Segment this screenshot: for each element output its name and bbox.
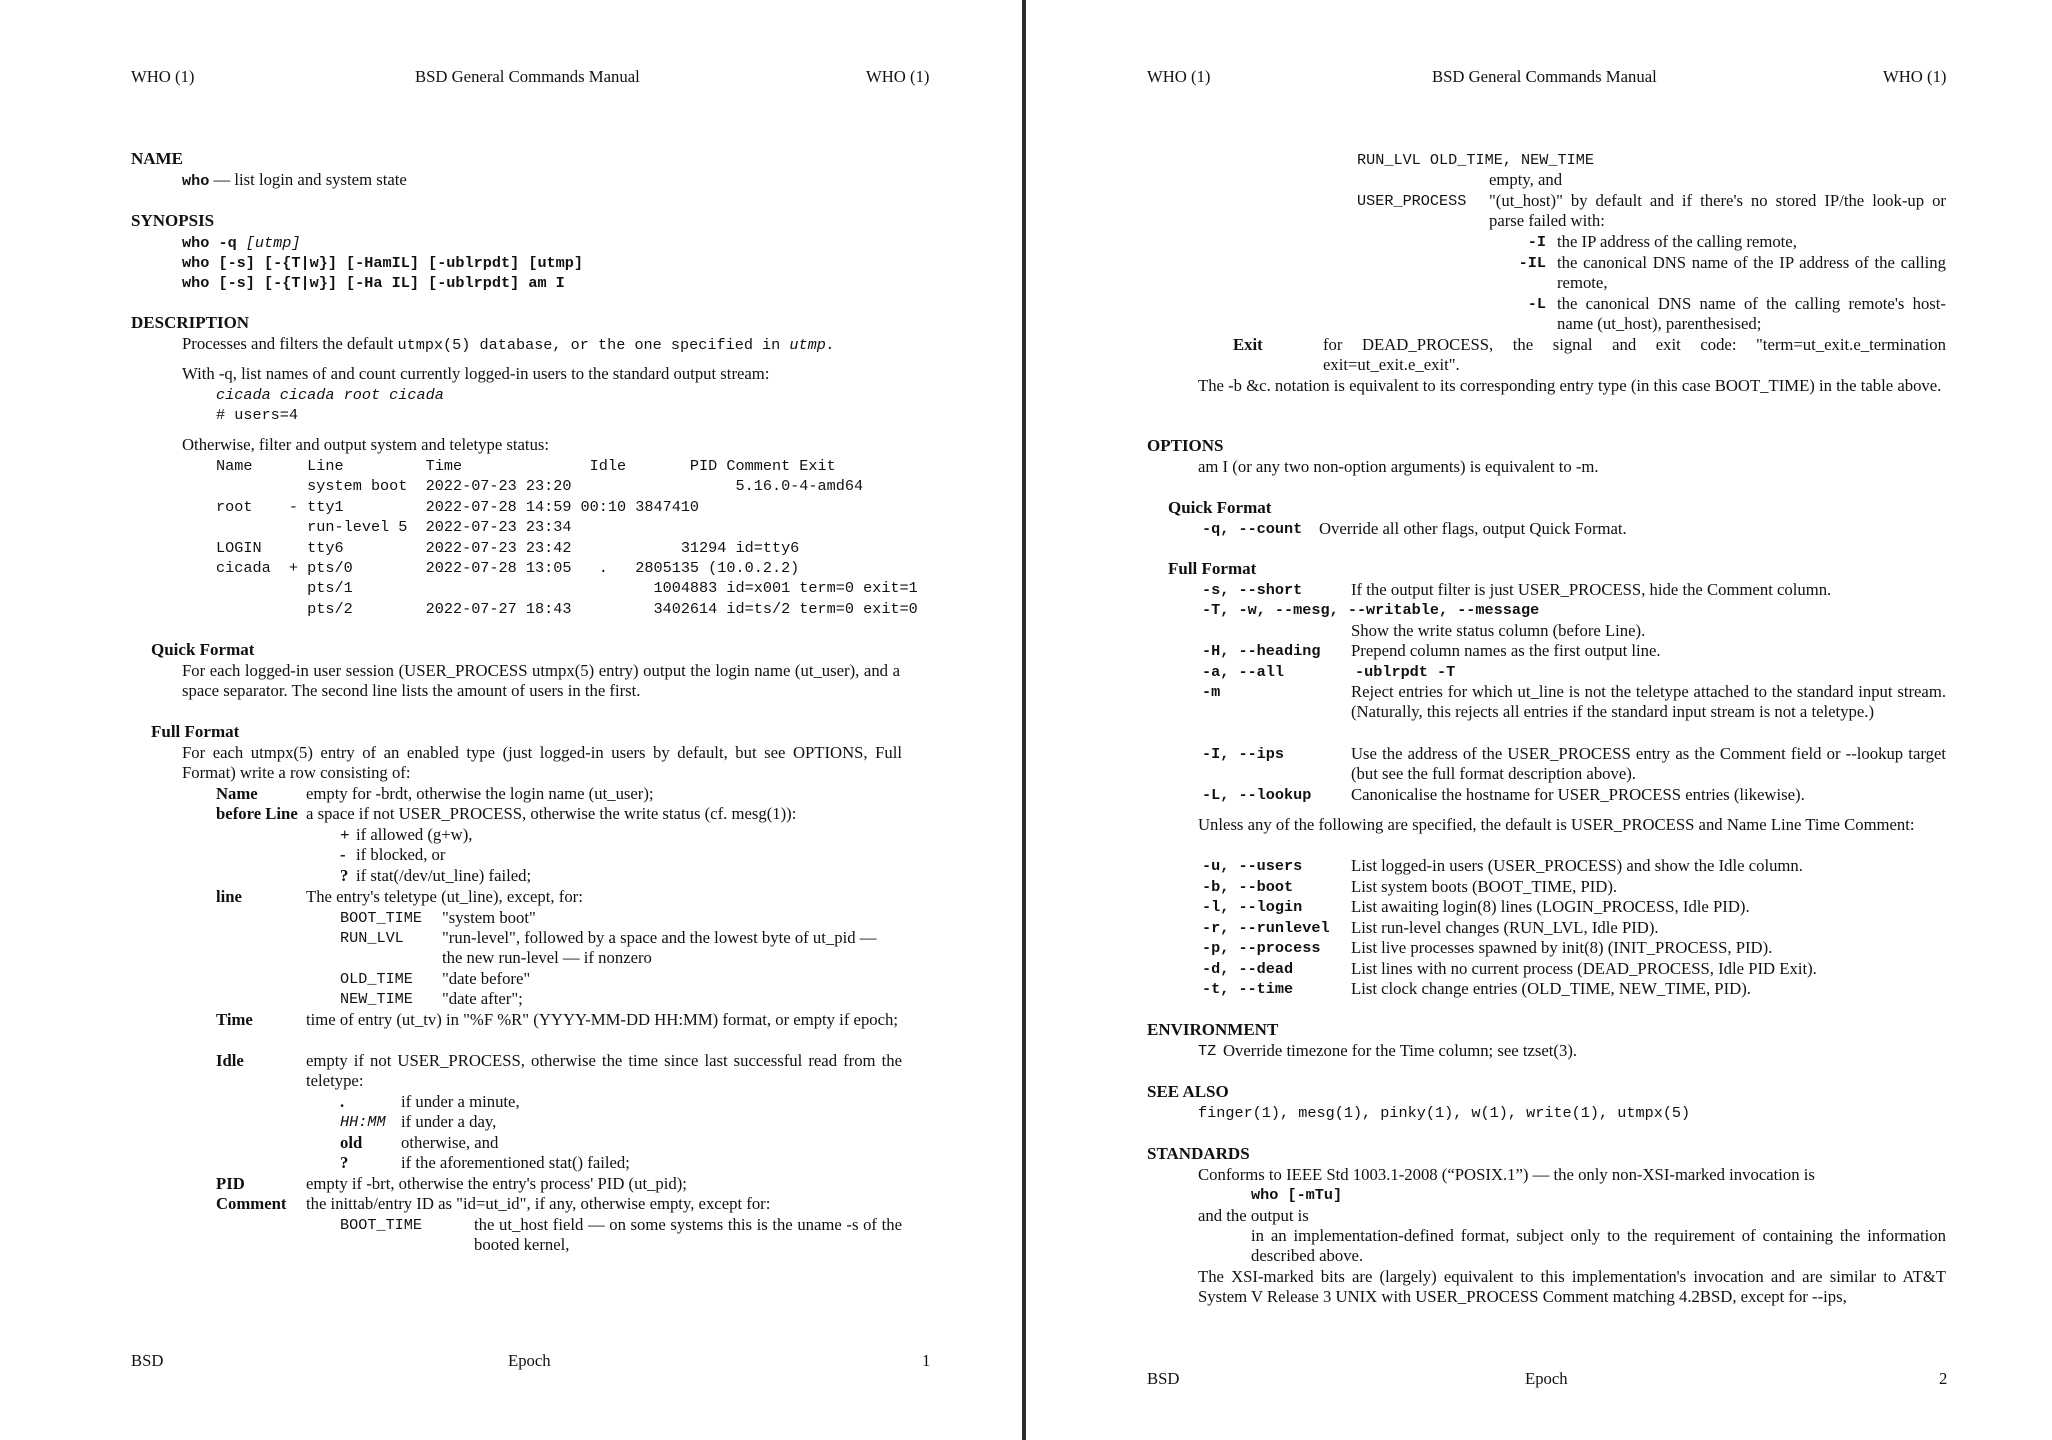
mesg-text-plus: if allowed (g+w), [356, 825, 473, 844]
opt-heading: -H, --heading [1202, 642, 1321, 660]
opt-login: -l, --login [1202, 898, 1303, 916]
exit-text: for DEAD_PROCESS, the signal and exit code: "term=ut_exit.e_termination exit=ut_exit.e_exit". [1323, 335, 1946, 374]
env-text: Override timezone for the Time column; see tzset(3). [1223, 1041, 1578, 1060]
options-full-format: Full Format [1168, 559, 1257, 578]
cont-empty: empty, and [1489, 170, 1563, 189]
host-text-I: the IP address of the calling remote, [1557, 232, 1797, 251]
line-type-boot: BOOT_TIME [340, 909, 423, 927]
host-text-IL: the canonical DNS name of the IP address of the calling remote, [1557, 253, 1946, 292]
opt-boot-desc: List system boots (BOOT_TIME, PID). [1351, 877, 1618, 896]
idle-text-dot: if under a minute, [401, 1092, 520, 1111]
standards-text-4: in an implementation-defined format, subject only to the requirement of containing the information described above. [1251, 1226, 1946, 1265]
opt-heading-desc: Prepend column names as the first output line. [1351, 641, 1661, 660]
opt-lookup: -L, --lookup [1202, 786, 1312, 804]
section-see-also: SEE ALSO [1147, 1082, 1229, 1101]
desc1-a: Processes and filters the default [182, 334, 398, 353]
opt-time: -t, --time [1202, 980, 1294, 998]
idle-text-hhmm: if under a day, [401, 1112, 497, 1131]
line-text-boot: "system boot" [442, 908, 536, 927]
item-term-time: Time [216, 1010, 253, 1029]
header-left: WHO (1) [1147, 67, 1211, 86]
opt-short-desc: If the output filter is just USER_PROCESS, hide the Comment column. [1351, 580, 1832, 599]
manual-page-1 [0, 0, 1022, 1440]
opt-dead-desc: List lines with no current process (DEAD_PROCESS, Idle PID Exit). [1351, 959, 1817, 978]
opt-count-desc: Override all other flags, output Quick Format. [1319, 519, 1627, 538]
standards-invocation: who [-mTu] [1251, 1186, 1343, 1204]
line-type-runlvl: RUN_LVL [340, 929, 404, 947]
options-quick-format: Quick Format [1168, 498, 1272, 517]
full-format-text: For each utmpx(5) entry of an enabled type (just logged-in users by default, but see OPTIONS, Full Format) write a row consisting of: [182, 743, 902, 782]
host-flag-L: -L [1527, 295, 1546, 313]
opt-ips: -I, --ips [1202, 745, 1285, 763]
item-term-before-line: before Line [216, 804, 298, 823]
equiv-text: The -b &c. notation is equivalent to its corresponding entry type (in this case BOOT_TIME) in the table above. [1198, 376, 1942, 395]
footer-page-number: 2 [1939, 1369, 1948, 1388]
opt-process: -p, --process [1202, 939, 1321, 957]
name-line [182, 170, 407, 191]
header-center: BSD General Commands Manual [1432, 67, 1657, 86]
section-options: OPTIONS [1147, 436, 1224, 455]
opt-mesg-desc: Show the write status column (before Line). [1351, 621, 1646, 640]
footer-left: BSD [1147, 1369, 1180, 1388]
header-right: WHO (1) [1883, 67, 1947, 86]
idle-text-query: if the aforementioned stat() failed; [401, 1153, 630, 1172]
am-i-text: am I (or any two non-option arguments) is equivalent to -m. [1198, 457, 1599, 476]
opt-short: -s, --short [1202, 581, 1303, 599]
line-text-runlvl-cont: the new run-level — if nonzero [442, 948, 652, 967]
desc-para-1 [182, 334, 835, 355]
footer-center: Epoch [508, 1351, 551, 1370]
idle-sym-query: ? [340, 1153, 349, 1172]
line-type-old: OLD_TIME [340, 970, 413, 988]
section-full-format: Full Format [151, 722, 240, 741]
item-desc-time: time of entry (ut_tv) in "%F %R" (YYYY-MM-DD HH:MM) format, or empty if epoch; [306, 1010, 899, 1029]
idle-text-old: otherwise, and [401, 1133, 499, 1152]
synopsis-line-1 [182, 232, 301, 253]
mesg-text-query: if stat(/dev/ut_line) failed; [356, 866, 532, 885]
header-left: WHO (1) [131, 67, 195, 86]
quick-format-text: For each logged-in user session (USER_PROCESS utmpx(5) entry) output the login name (ut_user), and a space separator. The second line lists the amount of users in the first. [182, 661, 900, 700]
opt-lookup-desc: Canonicalise the hostname for USER_PROCESS entries (likewise). [1351, 785, 1805, 804]
comment-type-boot: BOOT_TIME [340, 1216, 423, 1234]
opt-runlevel-desc: List run-level changes (RUN_LVL, Idle PID). [1351, 918, 1659, 937]
desc1-b: utmpx(5) database, or the one specified in [397, 336, 790, 354]
footer-left: BSD [131, 1351, 164, 1370]
section-standards: STANDARDS [1147, 1144, 1250, 1163]
host-flag-I: -I [1527, 233, 1546, 251]
line-text-runlvl: "run-level", followed by a space and the lowest byte of ut_pid — [442, 928, 877, 947]
synopsis-args-1: [utmp] [236, 234, 301, 252]
item-desc-line: The entry's teletype (ut_line), except, for: [306, 887, 583, 906]
opt-login-desc: List awaiting login(8) lines (LOGIN_PROCESS, Idle PID). [1351, 897, 1750, 916]
opt-all-desc: -ublrpdt -T [1355, 663, 1456, 681]
opt-mesg: -T, -w, --mesg, --writable, --message [1202, 601, 1540, 619]
idle-sym-dot: . [340, 1092, 345, 1111]
opt-ips-desc: Use the address of the USER_PROCESS entry as the Comment field or --lookup target (but see the full format description above). [1351, 744, 1946, 783]
opt-users-desc: List logged-in users (USER_PROCESS) and show the Idle column. [1351, 856, 1803, 875]
desc1-c: utmp. [789, 336, 835, 354]
section-description: DESCRIPTION [131, 313, 250, 332]
section-name: NAME [131, 149, 183, 168]
exit-term: Exit [1233, 335, 1263, 354]
desc-para-3: Otherwise, filter and output system and teletype status: [182, 435, 550, 454]
cont-user-process: USER_PROCESS [1357, 192, 1467, 210]
synopsis-line-3: who [-s] [-{T|w}] [-Ha IL] [-ublrpdt] am I [182, 274, 565, 292]
line-text-old: "date before" [442, 969, 531, 988]
opt-m-desc: Reject entries for which ut_line is not the teletype attached to the standard input stream. (Naturally, this rejects all entries if the standard input stream is not a teletype.) [1351, 682, 1946, 721]
see-also-text: finger(1), mesg(1), pinky(1), w(1), write(1), utmpx(5) [1198, 1104, 1691, 1122]
example-count: # users=4 [216, 406, 299, 424]
item-term-idle: Idle [216, 1051, 244, 1070]
item-desc-name: empty for -brdt, otherwise the login name (ut_user); [306, 784, 654, 803]
opt-boot: -b, --boot [1202, 878, 1294, 896]
standards-text-3: and the output is [1198, 1206, 1309, 1225]
footer-page-number: 1 [922, 1351, 931, 1370]
opt-dead: -d, --dead [1202, 960, 1294, 978]
section-synopsis: SYNOPSIS [131, 211, 215, 230]
section-environment: ENVIRONMENT [1147, 1020, 1279, 1039]
opt-users: -u, --users [1202, 857, 1303, 875]
opt-count: -q, --count [1202, 520, 1303, 538]
item-desc-comment: the inittab/entry ID as "id=ut_id", if any, otherwise empty, except for: [306, 1194, 771, 1213]
manual-page-2 [1026, 0, 2052, 1440]
standards-text-5: The XSI-marked bits are (largely) equivalent to this implementation's invocation and are similar to AT&T System V Release 3 UNIX with USER_PROCESS Comment matching 4.2BSD, except for --ips, [1198, 1267, 1946, 1306]
comment-text-boot: the ut_host field — on some systems this is the uname -s of the booted kernel, [474, 1215, 902, 1254]
item-term-line: line [216, 887, 242, 906]
item-desc-before-line: a space if not USER_PROCESS, otherwise the write status (cf. mesg(1)): [306, 804, 797, 823]
mesg-text-minus: if blocked, or [356, 845, 446, 864]
opt-all: -a, --all [1202, 663, 1285, 681]
line-type-new: NEW_TIME [340, 990, 413, 1008]
desc-para-2: With -q, list names of and count currently logged-in users to the standard output stream: [182, 364, 770, 383]
section-quick-format: Quick Format [151, 640, 255, 659]
mesg-sym-query: ? [340, 866, 349, 885]
synopsis-line-2: who [-s] [-{T|w}] [-HamIL] [-ublrpdt] [utmp] [182, 254, 584, 272]
opt-m: -m [1202, 683, 1221, 701]
idle-sym-hhmm: HH:MM [340, 1113, 386, 1131]
opt-process-desc: List live processes spawned by init(8) (INIT_PROCESS, PID). [1351, 938, 1773, 957]
opt-time-desc: List clock change entries (OLD_TIME, NEW_TIME, PID). [1351, 979, 1751, 998]
item-term-name: Name [216, 784, 258, 803]
item-desc-idle: empty if not USER_PROCESS, otherwise the time since last successful read from the teletype: [306, 1051, 902, 1090]
default-text: Unless any of the following are specified, the default is USER_PROCESS and Name Line Time Comment: [1198, 815, 1915, 834]
name-desc: — list login and system state [209, 170, 407, 189]
cont-user-process-text: "(ut_host)" by default and if there's no stored IP/the look-up or parse failed with: [1489, 191, 1946, 230]
opt-runlevel: -r, --runlevel [1202, 919, 1330, 937]
item-desc-pid: empty if -brt, otherwise the entry's process' PID (ut_pid); [306, 1174, 687, 1193]
name-cmd: who [182, 172, 210, 190]
example-users: cicada cicada root cicada [216, 386, 444, 404]
status-table: Name Line Time Idle PID Comment Exit system boot 2022-07-23 23:20 5.16.0-4-amd64 root - tty1 2022-07-28 14:59 00:10 3847410 run-level 5 2022-07-23 23:34 LOGIN tty6 2022-07-23 23:42 31294 id=tty6 cicada + pts/0 2022-07-28 13:05 . 2805135 (10.0.2.2) pts/1 1004883 id=x001 term=0 exit=1 pts/2 2022-07-27 18:43 3402614 id=ts/2 term=0 exit=0 [216, 457, 918, 618]
host-text-L: the canonical DNS name of the calling remote's host-name (ut_host), parenthesised; [1557, 294, 1946, 333]
item-term-comment: Comment [216, 1194, 287, 1213]
item-term-pid: PID [216, 1174, 245, 1193]
cont-types: RUN_LVL OLD_TIME, NEW_TIME [1357, 151, 1594, 169]
env-var: TZ [1198, 1042, 1217, 1060]
standards-text-1: Conforms to IEEE Std 1003.1-2008 (“POSIX.1”) — the only non-XSI-marked invocation is [1198, 1165, 1815, 1184]
header-right: WHO (1) [866, 67, 930, 86]
idle-sym-old: old [340, 1133, 363, 1152]
mesg-sym-minus: - [340, 845, 346, 864]
footer-center: Epoch [1525, 1369, 1568, 1388]
mesg-sym-plus: + [340, 825, 350, 844]
header-center: BSD General Commands Manual [415, 67, 640, 86]
host-flag-IL: -IL [1518, 254, 1546, 272]
line-text-new: "date after"; [442, 989, 523, 1008]
synopsis-cmd-1: who -q [182, 234, 237, 252]
